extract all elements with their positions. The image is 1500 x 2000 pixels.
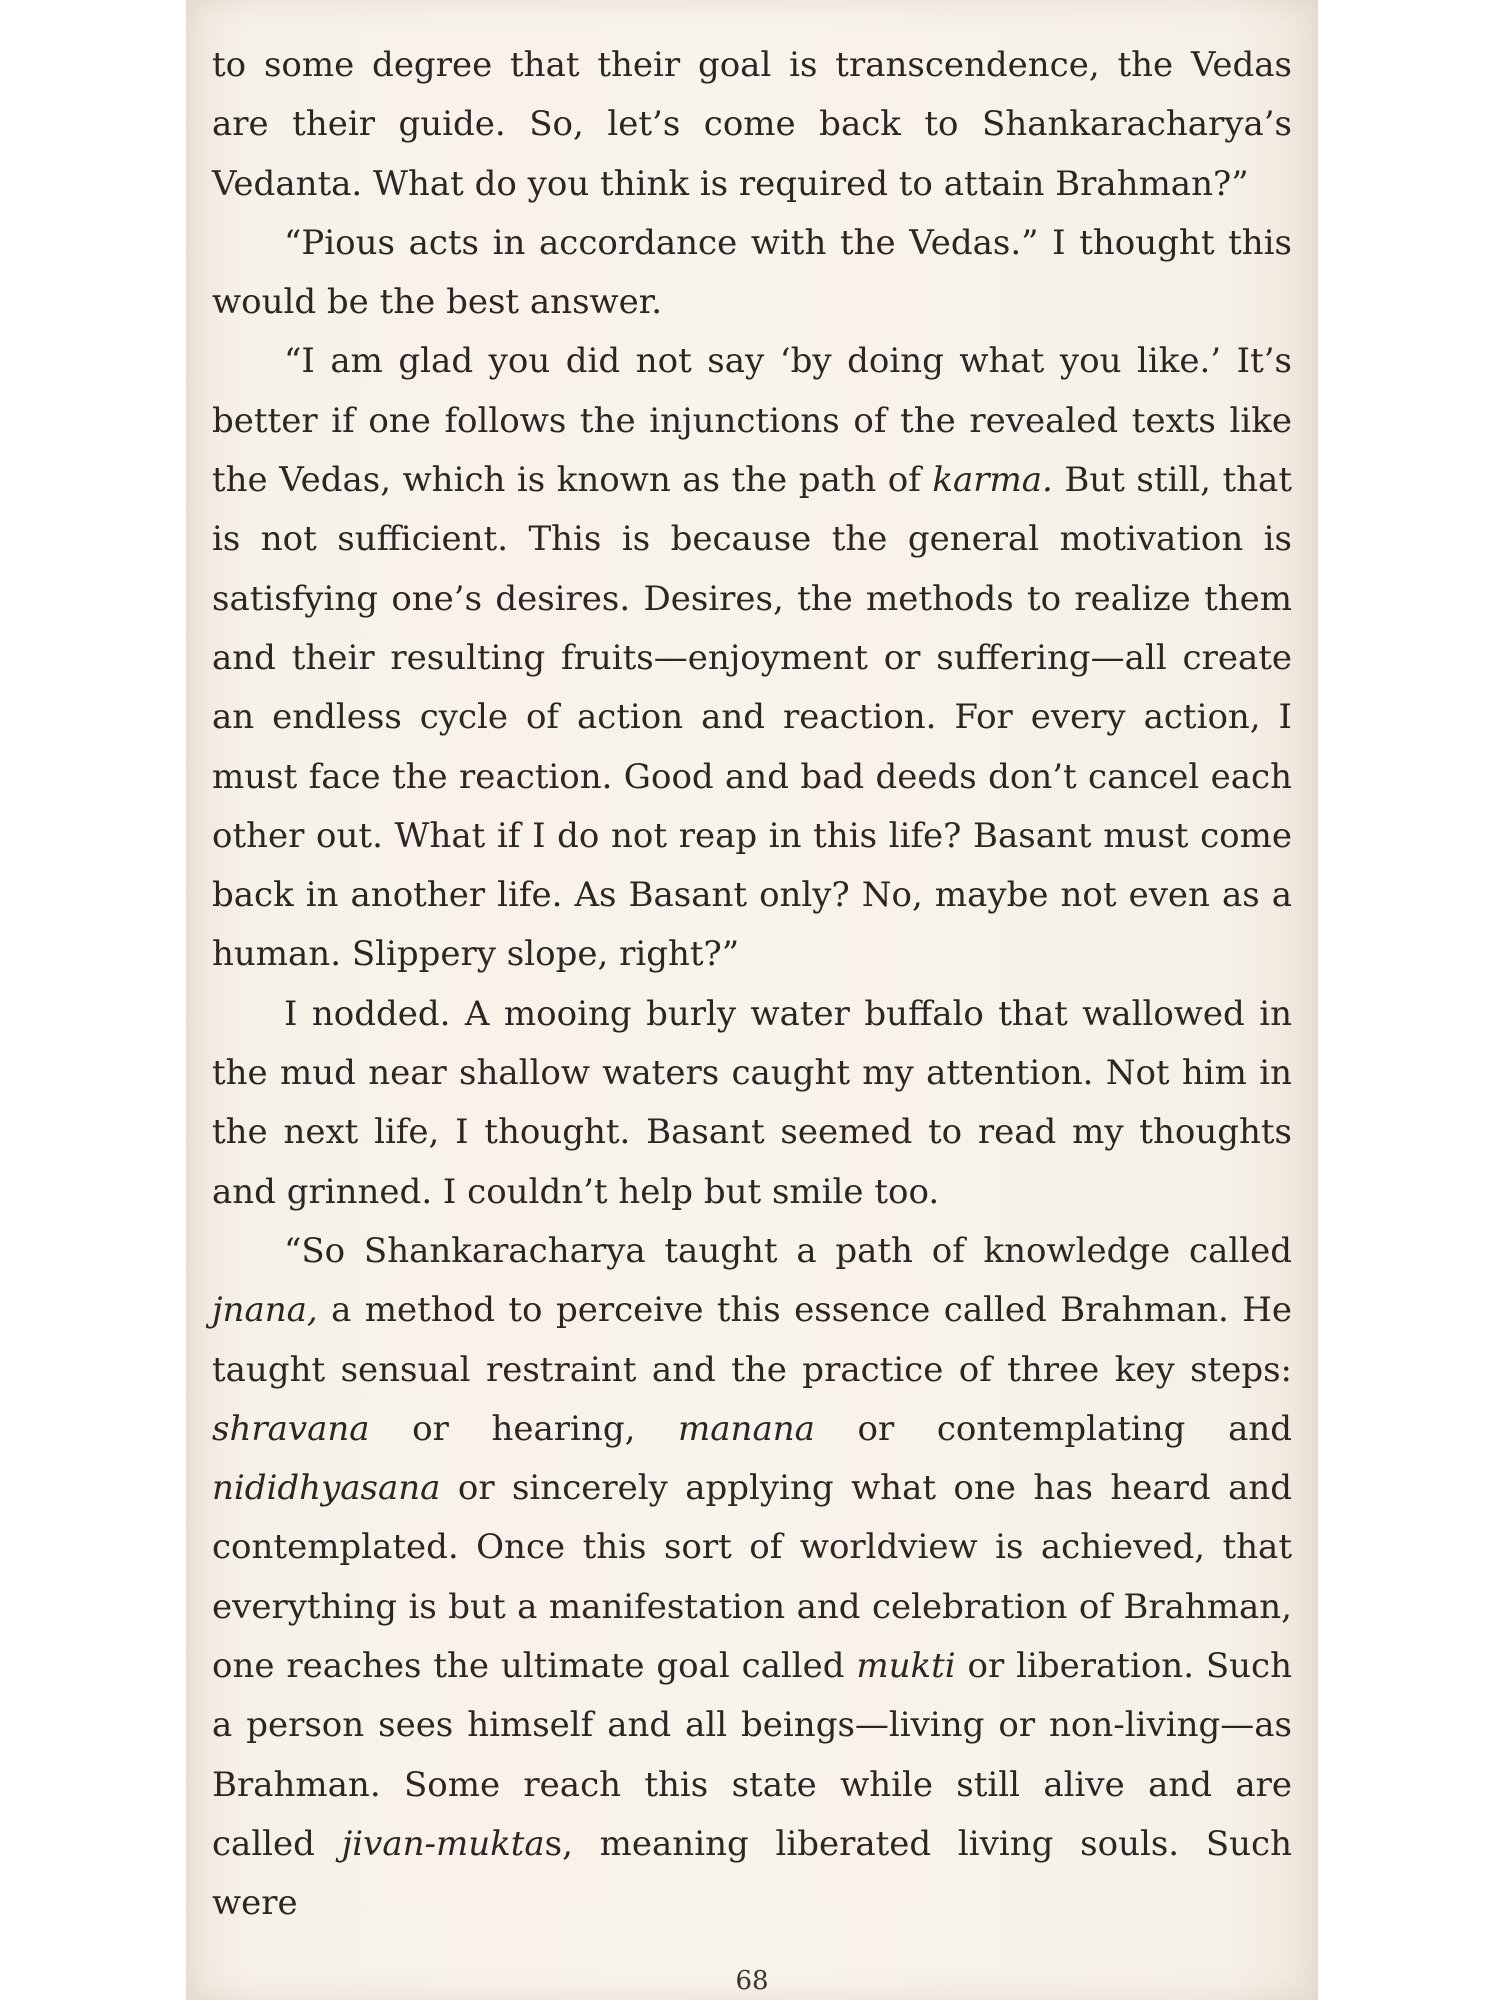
italic-term: karma. [932,460,1053,501]
paragraph [212,332,1292,984]
italic-term: jnana, [212,1290,318,1331]
page-number: 68 [735,1966,769,1996]
book-page [186,0,1318,2000]
text-run: or liberation. Such a person sees himself and all beings—living or non-living—as Brahman. Some reach this state while still alive and are called [212,1646,1292,1864]
paragraph [212,985,1292,1222]
text-run: s, meaning liberated living souls. Such were [212,1823,1292,1924]
paragraph [212,1222,1292,1934]
paragraph [212,214,1292,333]
body-text [212,36,1292,1934]
text-run: or sincerely applying what one has heard and contemplated. Once this sort of worldview is achieved, that everything is but a manifestation and celebration of Brahman, one reaches the ultimate goal called [212,1468,1292,1687]
paragraph [212,36,1292,214]
text-run: to some degree that their goal is transcendence, the Vedas are their guide. So, let’s come back to Shankaracharya’s Vedanta. What do you think is required to attain Brahman?” [212,45,1292,204]
text-run: “I am glad you did not say ‘by doing what you like.’ It’s better if one follows the injunctions of the revealed texts like the Vedas, which is known as the path of [212,341,1292,501]
text-run: or contemplating and [814,1408,1292,1449]
text-run: “Pious acts in accordance with the Vedas.” I thought this would be the best answer. [212,222,1292,323]
text-run: a method to perceive this essence called Brahman. He taught sensual restraint and the practice of three key steps: [212,1290,1292,1390]
italic-term: jivan-mukta [341,1823,545,1864]
text-run: or hearing, [369,1408,679,1449]
italic-term: manana [678,1408,815,1449]
italic-term: shravana [212,1408,370,1449]
text-run: I nodded. A mooing burly water buffalo that wallowed in the mud near shallow waters caught my attention. Not him in the next life, I thought. Basant seemed to read my thoughts and grinned. I couldn’t help but smile too. [212,993,1292,1212]
italic-term: mukti [856,1646,956,1687]
text-run: “So Shankaracharya taught a path of knowledge called [284,1230,1292,1271]
text-run: But still, that is not sufficient. This is because the general motivation is satisfying one’s desires. Desires, the methods to realize them and their resulting fruits—enjoyment or suffering—all create an endless cycle of action and reaction. For every action, I must face the reaction. Good and bad deeds don’t cancel each other out. What if I do not reap in this life? Basant must come back in another life. As Basant only? No, maybe not even as a human. Slippery slope, right?” [212,460,1292,975]
italic-term: nididhyasana [212,1468,441,1509]
